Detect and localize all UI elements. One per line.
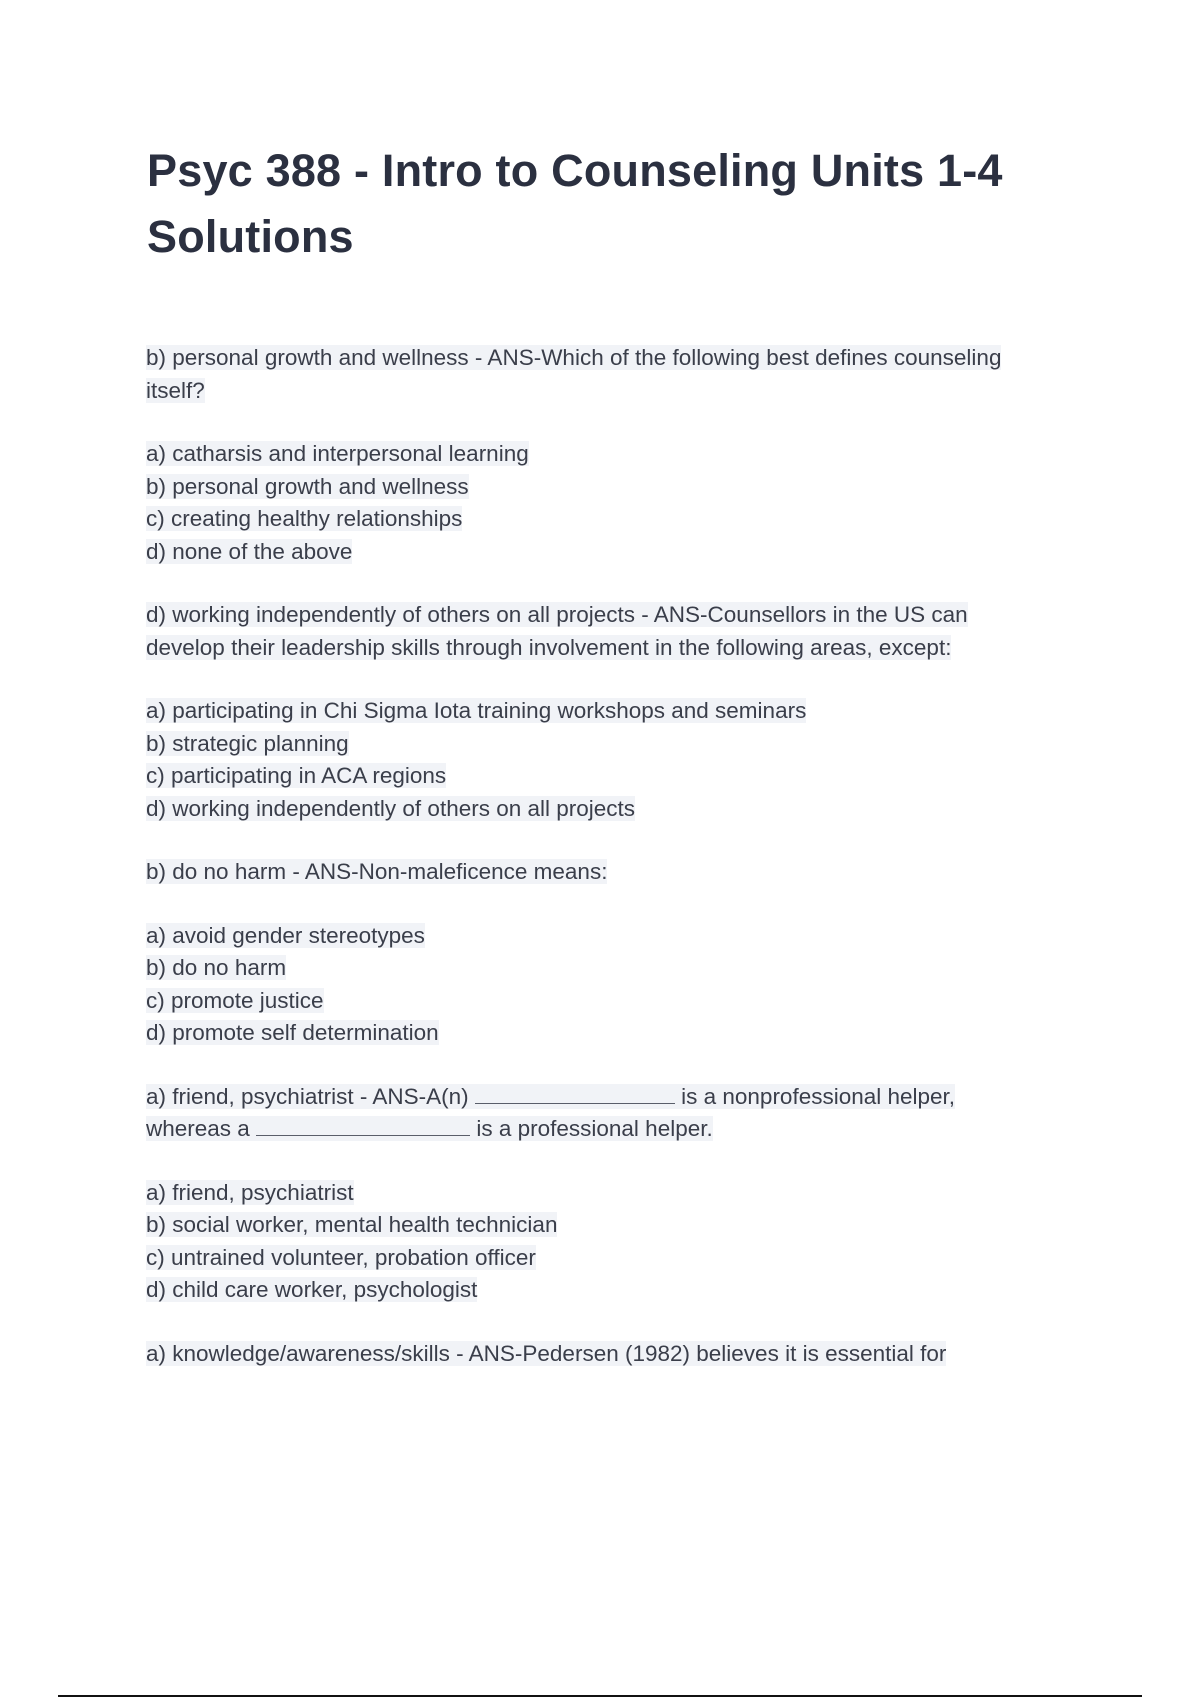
answer-option: a) catharsis and interpersonal learning: [146, 441, 529, 466]
answer-option: b) strategic planning: [146, 730, 349, 756]
title-line-2: Solutions: [147, 211, 354, 262]
fill-in-blank: [256, 1113, 470, 1136]
answer-option: d) promote self determination: [146, 1020, 439, 1045]
answer-option: a) participating in Chi Sigma Iota training workshops and seminars: [146, 698, 807, 723]
answer-option: c) untrained volunteer, probation officer: [146, 1244, 536, 1270]
answer-option: b) personal growth and wellness: [146, 473, 469, 499]
answer-option: c) promote justice: [146, 987, 324, 1013]
prompt-text: a) friend, psychiatrist - ANS-A(n): [146, 1083, 469, 1109]
answer-option: c) participating in ACA regions: [146, 763, 447, 788]
question-prompt: a) knowledge/awareness/skills - ANS-Pedersen (1982) believes it is essential for: [146, 1340, 947, 1366]
question-prompt: itself?: [146, 377, 205, 403]
title-line-1: Psyc 388 - Intro to Counseling Units 1-4: [147, 145, 1003, 196]
answer-options: [146, 1177, 1086, 1307]
question-block: [146, 599, 1086, 664]
answer-option: b) do no harm: [146, 955, 287, 980]
fill-in-blank: [475, 1081, 675, 1104]
document-body: [146, 342, 1086, 1401]
answer-option: a) friend, psychiatrist: [146, 1179, 354, 1205]
answer-options: [146, 438, 1086, 568]
question-prompt: b) do no harm - ANS-Non-maleficence means:: [146, 859, 608, 884]
answer-option: b) social worker, mental health technician: [146, 1212, 558, 1237]
question-block: [146, 856, 1086, 889]
answer-option: a) avoid gender stereotypes: [146, 922, 425, 948]
question-block: [146, 1338, 1086, 1371]
question-prompt: [146, 1081, 1086, 1114]
question-prompt: d) working independently of others on all projects - ANS-Counsellors in the US can: [146, 602, 968, 627]
answer-options: [146, 920, 1086, 1050]
answer-options: [146, 695, 1086, 825]
answer-option: d) working independently of others on all projects: [146, 795, 636, 821]
footer-divider: [58, 1695, 1142, 1697]
question-prompt: [146, 1113, 1086, 1146]
page-title: [147, 138, 1087, 270]
question-block: [146, 1081, 1086, 1146]
prompt-text: is a professional helper.: [476, 1116, 713, 1141]
question-block: [146, 342, 1086, 407]
answer-option: d) child care worker, psychologist: [146, 1277, 478, 1302]
prompt-text: whereas a: [146, 1116, 250, 1141]
question-prompt: develop their leadership skills through involvement in the following areas, except:: [146, 634, 952, 660]
prompt-text: is a nonprofessional helper,: [681, 1083, 956, 1109]
answer-option: d) none of the above: [146, 538, 353, 564]
answer-option: c) creating healthy relationships: [146, 506, 463, 531]
question-prompt: b) personal growth and wellness - ANS-Which of the following best defines counseling: [146, 345, 1002, 370]
